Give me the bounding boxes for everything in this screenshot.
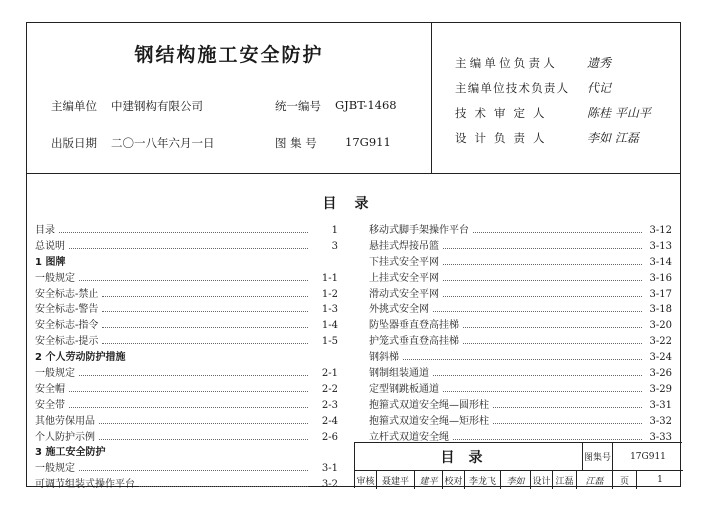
header-divider xyxy=(27,173,680,174)
page-number: 1 xyxy=(657,475,663,485)
toc-item[interactable]: 一般规定 2-1 xyxy=(35,368,338,380)
toc-item[interactable]: 上挂式安全平网 3-16 xyxy=(369,272,672,284)
toc-right-column xyxy=(369,221,672,443)
title-block xyxy=(354,442,682,488)
signature-chief-editor: 遗秀 xyxy=(587,56,612,70)
drawing-sheet xyxy=(26,22,681,491)
role-label-technical-reviewer: 技术审定人 xyxy=(455,106,553,120)
code-value: GJBT-1468 xyxy=(335,98,397,112)
toc-item[interactable]: 其他劳保用品 2-4 xyxy=(35,415,338,427)
toc-item[interactable]: 总说明 3 xyxy=(35,240,338,252)
document-title: 钢结构施工安全防护 xyxy=(134,44,324,66)
designer-signature: 江磊 xyxy=(577,471,613,489)
toc-section-heading: 3 施工安全防护 xyxy=(35,447,106,459)
signature-technical-lead: 代记 xyxy=(587,81,612,95)
toc-item[interactable]: 防坠器垂直登高挂梯 3-20 xyxy=(369,320,672,332)
toc-section-heading: 2 个人劳动防护措施 xyxy=(35,352,126,364)
toc-item[interactable]: 外挑式安全网 3-18 xyxy=(369,304,672,316)
atlas-label: 图 集 号 xyxy=(275,136,317,150)
toc-item[interactable]: 安全标志-禁止 1-2 xyxy=(35,288,338,300)
code-label: 统一编号 xyxy=(275,99,321,113)
toc-item[interactable]: 钢斜梯 3-24 xyxy=(369,352,672,364)
sheet-title: 目录 xyxy=(355,443,583,471)
toc-item[interactable]: 目录 1 xyxy=(35,225,338,236)
designer-name: 江磊 xyxy=(553,471,577,489)
toc-item[interactable]: 一般规定 3-1 xyxy=(35,463,338,475)
org-label: 主编单位 xyxy=(51,99,97,113)
checker-signature: 李如 xyxy=(501,471,531,489)
toc-item[interactable]: 抱箍式双道安全绳—矩形柱 3-32 xyxy=(369,415,672,427)
review-label: 审核 xyxy=(355,471,377,489)
signature-technical-reviewer: 陈桂 平山平 xyxy=(587,106,651,120)
toc-item[interactable]: 个人防护示例 2-6 xyxy=(35,431,338,443)
toc-heading: 目录 xyxy=(322,196,387,212)
check-label: 校对 xyxy=(443,471,465,489)
date-label: 出版日期 xyxy=(51,136,97,150)
toc-item[interactable]: 下挂式安全平网 3-14 xyxy=(369,256,672,268)
reviewer-name: 聂建平 xyxy=(377,471,415,489)
toc-item[interactable]: 可调节组装式操作平台 3-2 xyxy=(35,479,338,491)
toc-item[interactable]: 安全带 2-3 xyxy=(35,399,338,411)
atlas-number-value: 17G911 xyxy=(613,443,683,471)
toc-item[interactable]: 滑动式安全平网 3-17 xyxy=(369,288,672,300)
checker-name: 李龙飞 xyxy=(465,471,501,489)
toc-item[interactable]: 悬挂式焊接吊篮 3-13 xyxy=(369,240,672,252)
toc-item[interactable]: 钢制组装通道 3-26 xyxy=(369,368,672,380)
role-label-technical-lead: 主编单位技术负责人 xyxy=(455,81,570,95)
toc-item[interactable]: 安全标志-指令 1-4 xyxy=(35,320,338,332)
toc-item[interactable]: 安全标志-警告 1-3 xyxy=(35,304,338,316)
atlas-number-label: 图集号 xyxy=(583,443,613,471)
atlas-value: 17G911 xyxy=(345,135,391,149)
role-label-chief-editor: 主编单位负责人 xyxy=(455,56,558,70)
signature-design-lead: 李如 江磊 xyxy=(587,131,639,145)
header-vertical-divider xyxy=(431,23,432,173)
toc-left-column xyxy=(35,221,338,491)
date-value: 二〇一八年六月一日 xyxy=(111,136,215,150)
design-label: 设计 xyxy=(531,471,553,489)
org-value: 中建钢构有限公司 xyxy=(111,99,203,113)
toc-item[interactable]: 定型钢跳板通道 3-29 xyxy=(369,383,672,395)
toc-item[interactable]: 立杆式双道安全绳 3-33 xyxy=(369,431,672,443)
toc-item[interactable]: 安全标志-提示 1-5 xyxy=(35,336,338,348)
reviewer-signature: 建平 xyxy=(415,471,443,489)
toc-item[interactable]: 移动式脚手架操作平台 3-12 xyxy=(369,225,672,236)
toc-item[interactable]: 安全帽 2-2 xyxy=(35,383,338,395)
toc-section-heading: 1 图牌 xyxy=(35,256,66,268)
toc-item[interactable]: 护笼式垂直登高挂梯 3-22 xyxy=(369,336,672,348)
role-label-design-lead: 设计负责人 xyxy=(455,131,553,145)
toc-item[interactable]: 抱箍式双道安全绳—圆形柱 3-31 xyxy=(369,399,672,411)
page-label: 页 xyxy=(613,471,637,489)
toc-item[interactable]: 一般规定 1-1 xyxy=(35,272,338,284)
